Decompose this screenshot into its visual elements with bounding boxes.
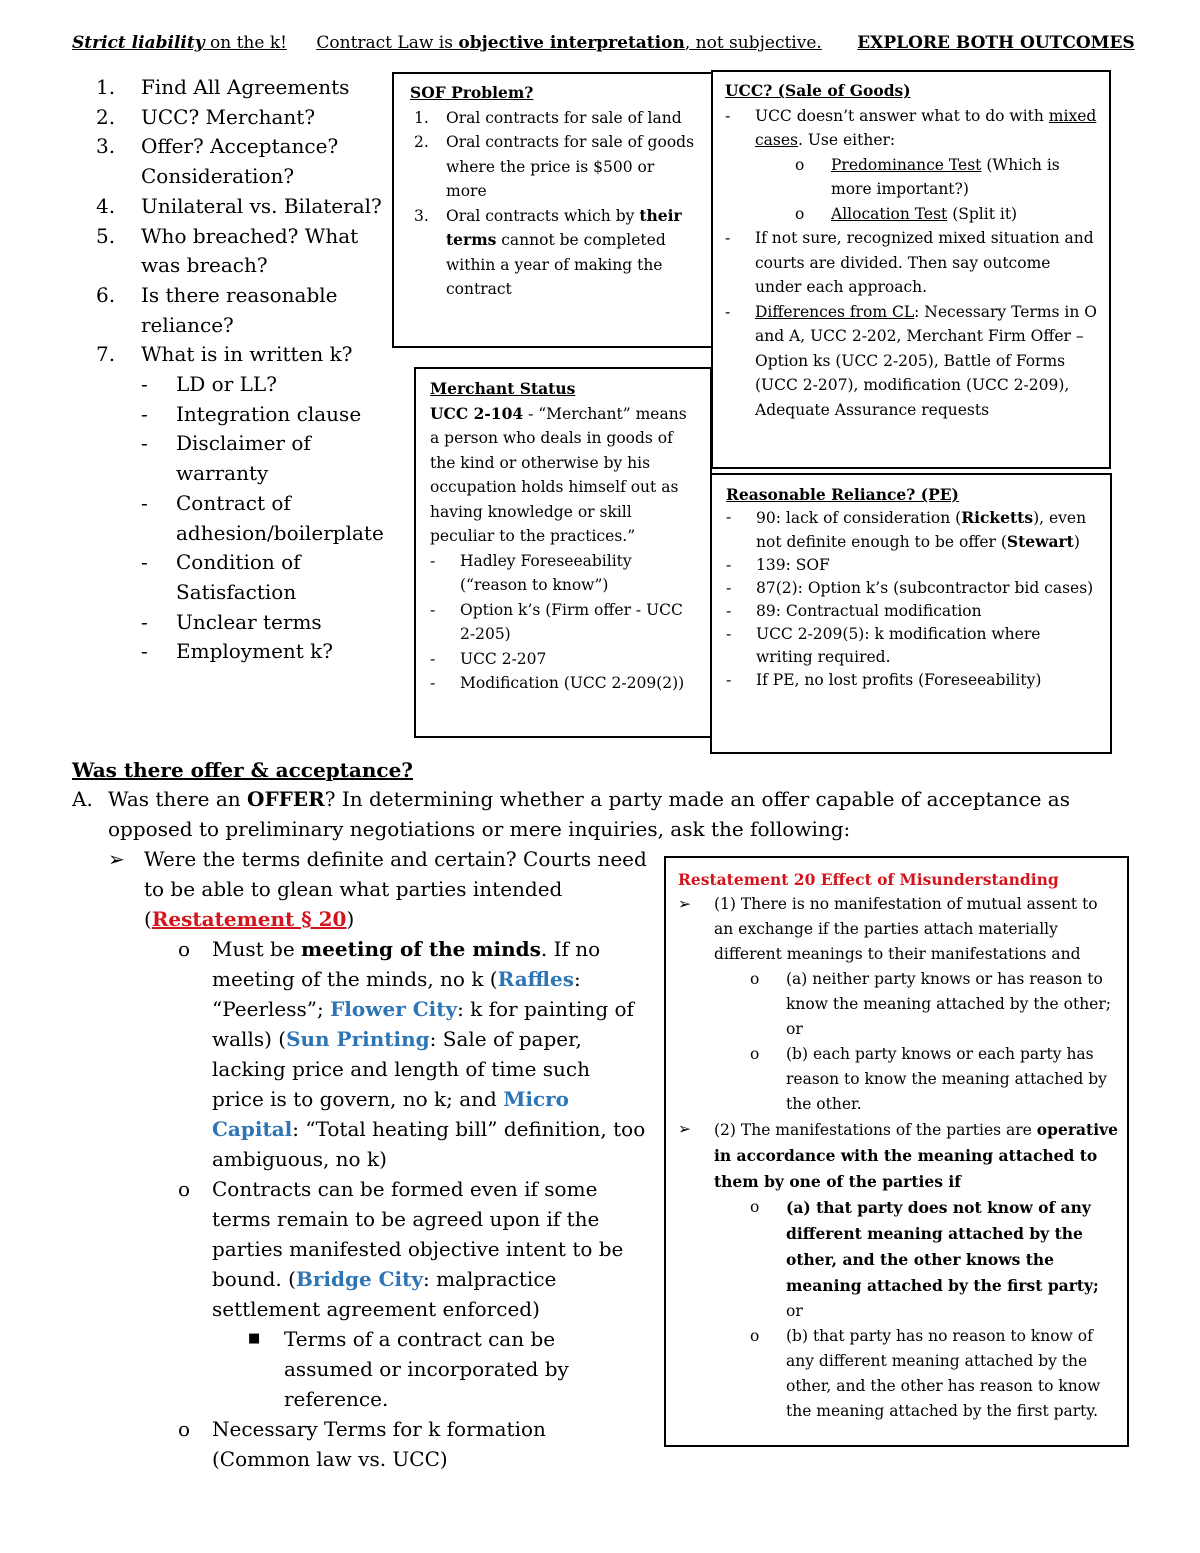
differences-from-cl: Differences from CL xyxy=(755,302,915,321)
section-heading: Was there offer & acceptance? xyxy=(72,758,414,782)
dash-marker: - xyxy=(726,556,732,574)
checklist-text: Is there reasonable reliance? xyxy=(141,282,338,337)
contracts-formed-point xyxy=(178,1174,648,1324)
text: ) xyxy=(346,907,355,931)
dash-marker: - xyxy=(725,302,731,321)
dash-marker: - xyxy=(725,106,731,125)
definite-terms-text xyxy=(144,844,648,934)
ucc-text: . Use either: xyxy=(798,131,896,149)
dash-marker: - xyxy=(141,431,148,456)
case-sun-printing: Sun Printing xyxy=(286,1027,430,1051)
text: Was there an xyxy=(108,787,248,811)
restatement-title: Restatement 20 Effect of Misunderstanding xyxy=(678,870,1059,889)
merchant-item xyxy=(430,647,700,672)
restatement-text: (a) neither party knows or has reason to know the meaning attached by the other; or xyxy=(786,970,1111,1038)
restatement-clause-1a xyxy=(750,967,1119,1042)
text: : “Peerless”; xyxy=(212,967,581,1021)
reliance-item xyxy=(726,577,1102,600)
checklist-text: Who breached? What was breach? xyxy=(141,223,359,278)
header-not-subjective: , not subjective. xyxy=(684,33,822,53)
reliance-item xyxy=(726,506,1102,554)
header-objective: objective interpretation xyxy=(458,33,685,53)
checklist-subitem xyxy=(141,608,396,638)
restatement-20-ref: Restatement § 20 xyxy=(151,907,347,931)
predominance-test: Predominance Test xyxy=(831,155,982,174)
circle-bullet: o xyxy=(750,970,760,988)
dash-marker: - xyxy=(726,602,732,620)
dash-marker: - xyxy=(141,639,148,664)
restatement-text: (b) each party knows or each party has reason to know the meaning attached by the other. xyxy=(786,1045,1107,1113)
ucc-text: (Which is more important?) xyxy=(831,155,1060,198)
sof-num: 2. xyxy=(414,133,429,151)
header-explore-both: EXPLORE BOTH OUTCOMES xyxy=(857,33,1135,53)
dash-marker: - xyxy=(141,401,148,426)
reliance-text: 90: lack of consideration ( xyxy=(756,509,962,527)
offer-bold: OFFER xyxy=(247,787,325,811)
subitem-text: Condition of Satisfaction xyxy=(176,550,301,604)
ucc-title: UCC? (Sale of Goods) xyxy=(725,81,911,100)
checklist-text: UCC? Merchant? xyxy=(141,104,316,129)
merchant-item xyxy=(430,549,700,598)
restatement-clause-2a-text xyxy=(786,1195,1119,1324)
checklist-subitem xyxy=(141,370,396,400)
meeting-of-minds-text xyxy=(212,934,648,1174)
sof-text-pre: Oral contracts which by xyxy=(446,206,640,225)
case-bridge-city: Bridge City xyxy=(295,1267,424,1291)
reliance-item xyxy=(726,600,1102,623)
subitem-text: Employment k? xyxy=(176,639,334,664)
text: : k for painting of walls) ( xyxy=(212,997,634,1051)
necessary-terms-point xyxy=(178,1414,648,1474)
terms-assumed-point xyxy=(248,1324,648,1414)
text: : Sale of paper, lacking price and length of time such price is to govern, no k; and xyxy=(212,1027,591,1111)
checklist-subitem xyxy=(141,637,396,667)
subitem-text: Unclear terms xyxy=(176,609,322,634)
text: : malpractice settlement agreement enforced) xyxy=(212,1267,557,1321)
case-raffles: Raffles xyxy=(497,967,574,991)
ucc-mixed-cases: mixed cases xyxy=(755,106,1097,149)
restatement-text: (2) The manifestations of the parties are xyxy=(714,1121,1037,1139)
dash-marker: - xyxy=(430,600,436,619)
restatement-bold: (a) that party does not know of any different meaning attached by the other, and the other knows the meaning attached by the first party; xyxy=(786,1198,1099,1295)
dash-marker: - xyxy=(726,625,732,643)
checklist-subitem xyxy=(141,548,396,607)
ucc-text: If not sure, recognized mixed situation and courts are divided. Then say outcome under each approach. xyxy=(755,229,1094,296)
terms-assumed-text: Terms of a contract can be assumed or incorporated by reference. xyxy=(284,1327,569,1411)
restatement-20-box xyxy=(664,856,1129,1447)
dash-marker: - xyxy=(725,229,731,247)
checklist-text: Unilateral vs. Bilateral? xyxy=(141,193,382,218)
ucc-sale-of-goods-box xyxy=(711,70,1111,469)
checklist-text: Offer? Acceptance? Consideration? xyxy=(141,134,339,189)
circle-bullet: o xyxy=(795,204,805,223)
case-stewart: Stewart xyxy=(1006,532,1074,551)
circle-bullet: o xyxy=(750,1327,760,1345)
reliance-text: 87(2): Option k’s (subcontractor bid cases) xyxy=(756,579,1094,597)
circle-bullet: o xyxy=(750,1198,760,1216)
header-contract-law: Contract Law is xyxy=(316,33,459,53)
sof-text: Oral contracts for sale of goods where the price is $500 or more xyxy=(446,133,695,200)
merchant-item-text: Hadley Foreseeability (“reason to know”) xyxy=(460,551,632,594)
list-label: A. xyxy=(72,787,93,811)
checklist-subitem xyxy=(141,429,396,488)
merchant-item-text: Modification (UCC 2-209(2)) xyxy=(460,674,685,692)
circle-bullet: o xyxy=(795,155,805,174)
ucc-text: (Split it) xyxy=(947,204,1018,223)
restatement-text: (b) that party has no reason to know of any different meaning attached by the other, and the other has reason to know the meaning attached by the first party. xyxy=(786,1327,1101,1420)
meeting-of-minds-bold: meeting of the minds xyxy=(301,937,541,961)
merchant-item-text: Option k’s (Firm offer - UCC 2-205) xyxy=(460,600,683,643)
checklist-num: 6. xyxy=(96,282,116,307)
ucc-test-text xyxy=(831,202,1017,227)
dash-marker: - xyxy=(141,609,148,634)
checklist-num: 4. xyxy=(96,193,116,218)
restatement-clause-1b xyxy=(750,1042,1119,1117)
reliance-text: 139: SOF xyxy=(756,556,830,574)
necessary-terms-text: Necessary Terms for k formation (Common law vs. UCC) xyxy=(212,1417,546,1471)
question-a xyxy=(72,784,1152,844)
text: : “Total heating bill” definition, too ambiguous, no k) xyxy=(212,1117,646,1171)
text: ? In determining whether a party made an offer capable of acceptance as opposed to preliminary negotiations or mere inquiries, ask the following: xyxy=(108,787,1070,841)
sof-text xyxy=(446,204,699,302)
checklist-item xyxy=(96,222,396,281)
reasonable-reliance-box xyxy=(710,473,1112,754)
dash-marker: - xyxy=(141,490,148,515)
sof-problem-box xyxy=(392,72,713,348)
dash-marker: - xyxy=(726,671,732,689)
checklist-num: 5. xyxy=(96,223,116,248)
header-strict-liability: Strict liability xyxy=(72,33,205,53)
checklist-text: Find All Agreements xyxy=(141,75,350,99)
dash-marker: - xyxy=(430,551,436,570)
reliance-item xyxy=(726,623,1102,669)
checklist-item xyxy=(96,281,396,340)
sof-num: 3. xyxy=(414,206,429,225)
ucc-bullet-text xyxy=(755,104,1099,153)
reliance-item xyxy=(726,554,1102,577)
circle-bullet: o xyxy=(750,1045,760,1063)
ucc-test-text xyxy=(831,153,1099,202)
case-micro-capital: Micro Capital xyxy=(212,1087,569,1141)
text: Contracts can be formed even if some terms remain to be agreed upon if the parties manifested objective intent to be bound. ( xyxy=(212,1177,624,1291)
dash-marker: - xyxy=(726,579,732,597)
sof-item xyxy=(410,130,699,204)
merchant-item xyxy=(430,671,700,696)
checklist-num: 3. xyxy=(96,134,116,159)
ucc-bullet xyxy=(725,226,1099,300)
case-ricketts: Ricketts xyxy=(961,508,1034,527)
meeting-of-minds-point xyxy=(178,934,648,1174)
dash-marker: - xyxy=(430,674,436,692)
merchant-definition xyxy=(430,402,700,549)
reliance-text: 89: Contractual modification xyxy=(756,602,982,620)
definite-terms-point xyxy=(108,844,648,934)
dash-marker: - xyxy=(141,372,148,397)
checklist-item xyxy=(96,73,396,103)
restatement-text: (1) There is no manifestation of mutual assent to an exchange if the parties attach materially different meanings to their manifestations and xyxy=(714,895,1098,963)
subitem-text: LD or LL? xyxy=(176,372,277,397)
checklist-item xyxy=(96,340,396,370)
restatement-clause-1 xyxy=(678,892,1119,967)
header-on-the-k: on the k! xyxy=(204,33,287,53)
ucc-bullet xyxy=(725,104,1099,153)
circle-bullet: o xyxy=(178,937,191,961)
reliance-text: ), even not definite enough to be offer ( xyxy=(756,509,1087,551)
sof-text: Oral contracts for sale of land xyxy=(446,108,682,127)
circle-bullet: o xyxy=(178,1417,191,1441)
checklist-item xyxy=(96,192,396,222)
square-bullet: ■ xyxy=(248,1331,261,1346)
reliance-text: ) xyxy=(1073,533,1080,551)
reliance-title: Reasonable Reliance? (PE) xyxy=(726,485,959,504)
restatement-clause-2a xyxy=(750,1195,1119,1324)
header-line xyxy=(72,32,1137,54)
circle-bullet: o xyxy=(178,1177,191,1201)
merchant-code: UCC 2-104 xyxy=(430,403,524,423)
text: Must be xyxy=(212,937,302,961)
contracts-formed-text xyxy=(212,1174,648,1324)
restatement-clause-2b xyxy=(750,1324,1119,1424)
reliance-item-text xyxy=(756,506,1102,554)
checklist-subitem xyxy=(141,400,396,430)
case-flower-city: Flower City xyxy=(330,997,458,1021)
checklist-num: 2. xyxy=(96,104,116,129)
merchant-status-box xyxy=(414,367,712,738)
ucc-text: : Necessary Terms in O and A, UCC 2-202, Merchant Firm Offer – Option ks (UCC 2-205), Battle of Forms (UCC 2-207), modification (UCC 2-209), Adequate Assurance requests xyxy=(755,302,1097,419)
arrow-bullet: ➢ xyxy=(678,1120,691,1138)
checklist xyxy=(96,73,396,667)
question-a-text xyxy=(108,784,1152,844)
sof-text-post: cannot be completed within a year of making the contract xyxy=(446,231,666,298)
subitem-text: Disclaimer of warranty xyxy=(176,431,311,486)
dash-marker: - xyxy=(141,550,148,575)
reliance-item xyxy=(726,669,1102,692)
restatement-clause-2-text xyxy=(714,1117,1119,1195)
merchant-item-text: UCC 2-207 xyxy=(460,649,547,668)
reliance-text: If PE, no lost profits (Foreseeability) xyxy=(756,671,1042,689)
restatement-text: or xyxy=(786,1302,803,1320)
sof-item xyxy=(410,106,699,131)
ucc-test xyxy=(795,153,1099,202)
ucc-test xyxy=(795,202,1099,227)
arrow-bullet: ➢ xyxy=(108,847,125,871)
checklist-num: 7. xyxy=(96,342,116,367)
text: . If no meeting of the minds, no k ( xyxy=(212,937,601,991)
ucc-bullet-text xyxy=(755,300,1099,423)
restatement-clause-2 xyxy=(678,1117,1119,1195)
sof-num: 1. xyxy=(414,108,429,127)
subitem-text: Integration clause xyxy=(176,401,362,426)
checklist-item xyxy=(96,132,396,191)
checklist-subitem xyxy=(141,489,396,548)
reliance-text: UCC 2-209(5): k modification where writing required. xyxy=(756,625,1041,666)
merchant-definition-text: - “Merchant” means a person who deals in goods of the kind or otherwise by his occupation holds himself out as having knowledge or skill peculiar to the practices.” xyxy=(430,404,687,545)
arrow-bullet: ➢ xyxy=(678,895,691,913)
allocation-test: Allocation Test xyxy=(831,204,948,223)
ucc-text: UCC doesn’t answer what to do with xyxy=(755,106,1049,125)
subitem-text: Contract of adhesion/boilerplate xyxy=(176,490,384,545)
dash-marker: - xyxy=(726,508,732,526)
merchant-title: Merchant Status xyxy=(430,379,576,398)
merchant-item xyxy=(430,598,700,647)
sof-title: SOF Problem? xyxy=(410,83,534,102)
restatement-bold: operative in accordance with the meaning attached to them by one of the parties if xyxy=(714,1120,1118,1191)
checklist-num: 1. xyxy=(96,75,116,99)
checklist-item xyxy=(96,103,396,133)
text: Were the terms definite and certain? Courts need to be able to glean what parties intended ( xyxy=(144,847,647,931)
sof-item xyxy=(410,204,699,302)
checklist-text: What is in written k? xyxy=(141,342,353,367)
dash-marker: - xyxy=(430,649,436,668)
sof-text-bold: their terms xyxy=(446,205,682,249)
ucc-bullet xyxy=(725,300,1099,423)
